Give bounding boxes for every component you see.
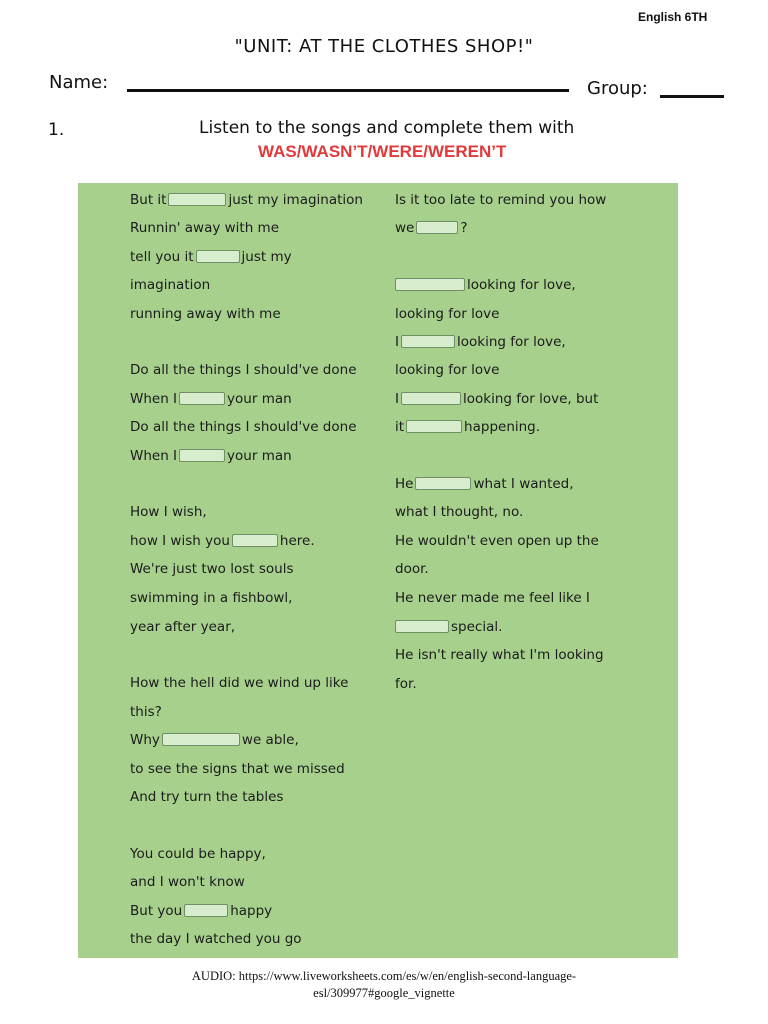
- lyric-text: But you: [130, 903, 183, 919]
- lyric-text: looking for love,: [456, 334, 566, 350]
- blank-input[interactable]: [179, 392, 225, 405]
- lyric-line: You could be happy,: [130, 846, 266, 862]
- group-label: Group:: [587, 78, 648, 99]
- lyric-text: we: [395, 220, 415, 236]
- lyric-line: [395, 219, 468, 237]
- lyric-text: happy: [230, 903, 273, 919]
- lyric-line: [395, 276, 576, 294]
- lyric-text: looking for love,: [467, 277, 576, 293]
- name-answer-line[interactable]: [127, 89, 569, 92]
- lyric-text: happening.: [464, 419, 541, 435]
- lyric-text: Why: [130, 732, 160, 748]
- blank-input[interactable]: [401, 335, 455, 348]
- lyric-line: [395, 618, 502, 636]
- blank-input[interactable]: [162, 733, 240, 746]
- lyric-line: He wouldn't even open up the: [395, 533, 599, 549]
- lyric-line: running away with me: [130, 306, 281, 322]
- lyric-line: [130, 731, 299, 749]
- lyric-line: [395, 475, 574, 493]
- lyric-line: year after year,: [130, 619, 236, 635]
- exercise-number: 1.: [48, 120, 65, 140]
- lyric-line: [130, 248, 292, 266]
- blank-input[interactable]: [406, 420, 462, 433]
- lyric-line: [130, 390, 292, 408]
- blank-input[interactable]: [196, 250, 240, 263]
- lyric-line: [395, 333, 566, 351]
- blank-input[interactable]: [168, 193, 226, 206]
- blank-input[interactable]: [395, 620, 449, 633]
- lyric-line: this?: [130, 704, 162, 720]
- lyric-line: We're just two lost souls: [130, 561, 294, 577]
- lyric-line: How the hell did we wind up like: [130, 675, 349, 691]
- worksheet-title: "UNIT: AT THE CLOTHES SHOP!": [234, 36, 534, 57]
- lyric-line: [395, 390, 598, 408]
- lyric-line: How I wish,: [130, 504, 207, 520]
- audio-source[interactable]: [0, 968, 768, 1002]
- lyrics-panel: [78, 183, 678, 958]
- lyric-text: ?: [460, 220, 468, 236]
- blank-input[interactable]: [184, 904, 228, 917]
- lyric-line: the day I watched you go: [130, 931, 302, 947]
- blank-input[interactable]: [395, 278, 465, 291]
- blank-input[interactable]: [401, 392, 461, 405]
- blank-input[interactable]: [232, 534, 278, 547]
- lyric-line: He isn't really what I'm looking: [395, 647, 604, 663]
- grade-label: English 6TH: [638, 10, 708, 24]
- lyric-line: swimming in a fishbowl,: [130, 590, 293, 606]
- lyric-line: Is it too late to remind you how: [395, 192, 607, 208]
- lyric-line: Runnin' away with me: [130, 220, 280, 236]
- lyric-text: He: [395, 476, 414, 492]
- lyric-text: it: [395, 419, 405, 435]
- lyric-text: here.: [279, 533, 315, 549]
- lyric-text: how I wish you: [130, 533, 230, 549]
- lyric-text: what I wanted,: [473, 476, 574, 492]
- lyric-text: When I: [130, 448, 178, 464]
- lyric-line: Do all the things I should've done: [130, 419, 357, 435]
- lyric-line: [395, 418, 540, 436]
- lyric-text: special.: [451, 619, 503, 635]
- lyric-line: door.: [395, 561, 429, 577]
- lyric-line: looking for love: [395, 306, 500, 322]
- lyric-text: we able,: [241, 732, 299, 748]
- lyric-line: imagination: [130, 277, 211, 293]
- lyric-line: what I thought, no.: [395, 504, 524, 520]
- lyric-line: [130, 191, 363, 209]
- lyric-line: [130, 447, 292, 465]
- lyric-text: When I: [130, 391, 178, 407]
- lyric-text: But it: [130, 192, 167, 208]
- name-label: Name:: [49, 72, 109, 93]
- lyric-text: tell you it: [130, 249, 194, 265]
- lyric-text: just my: [241, 249, 292, 265]
- lyric-line: looking for love: [395, 362, 500, 378]
- audio-link-line2[interactable]: esl/309977#google_vignette: [313, 986, 455, 1000]
- lyric-line: for.: [395, 676, 417, 692]
- lyric-text: your man: [227, 391, 292, 407]
- lyric-text: your man: [227, 448, 292, 464]
- group-answer-line[interactable]: [660, 95, 724, 98]
- lyric-text: looking for love, but: [462, 391, 599, 407]
- blank-input[interactable]: [179, 449, 225, 462]
- audio-link-line1[interactable]: AUDIO: https://www.liveworksheets.com/es/w/en/english-second-language-: [191, 969, 577, 983]
- blank-input[interactable]: [416, 221, 458, 234]
- lyric-text: just my imagination: [228, 192, 363, 208]
- lyric-line: [130, 532, 315, 550]
- lyric-line: to see the signs that we missed: [130, 761, 345, 777]
- blank-input[interactable]: [415, 477, 471, 490]
- answer-options: WAS/WASN’T/WERE/WEREN’T: [258, 142, 507, 161]
- lyric-line: He never made me feel like I: [395, 590, 590, 606]
- lyric-line: Do all the things I should've done: [130, 362, 357, 378]
- lyric-line: and I won't know: [130, 874, 245, 890]
- exercise-instruction: Listen to the songs and complete them with: [199, 118, 575, 138]
- lyric-text: I: [395, 334, 399, 350]
- lyric-line: And try turn the tables: [130, 789, 284, 805]
- lyric-text: I: [395, 391, 399, 407]
- lyric-line: [130, 902, 272, 920]
